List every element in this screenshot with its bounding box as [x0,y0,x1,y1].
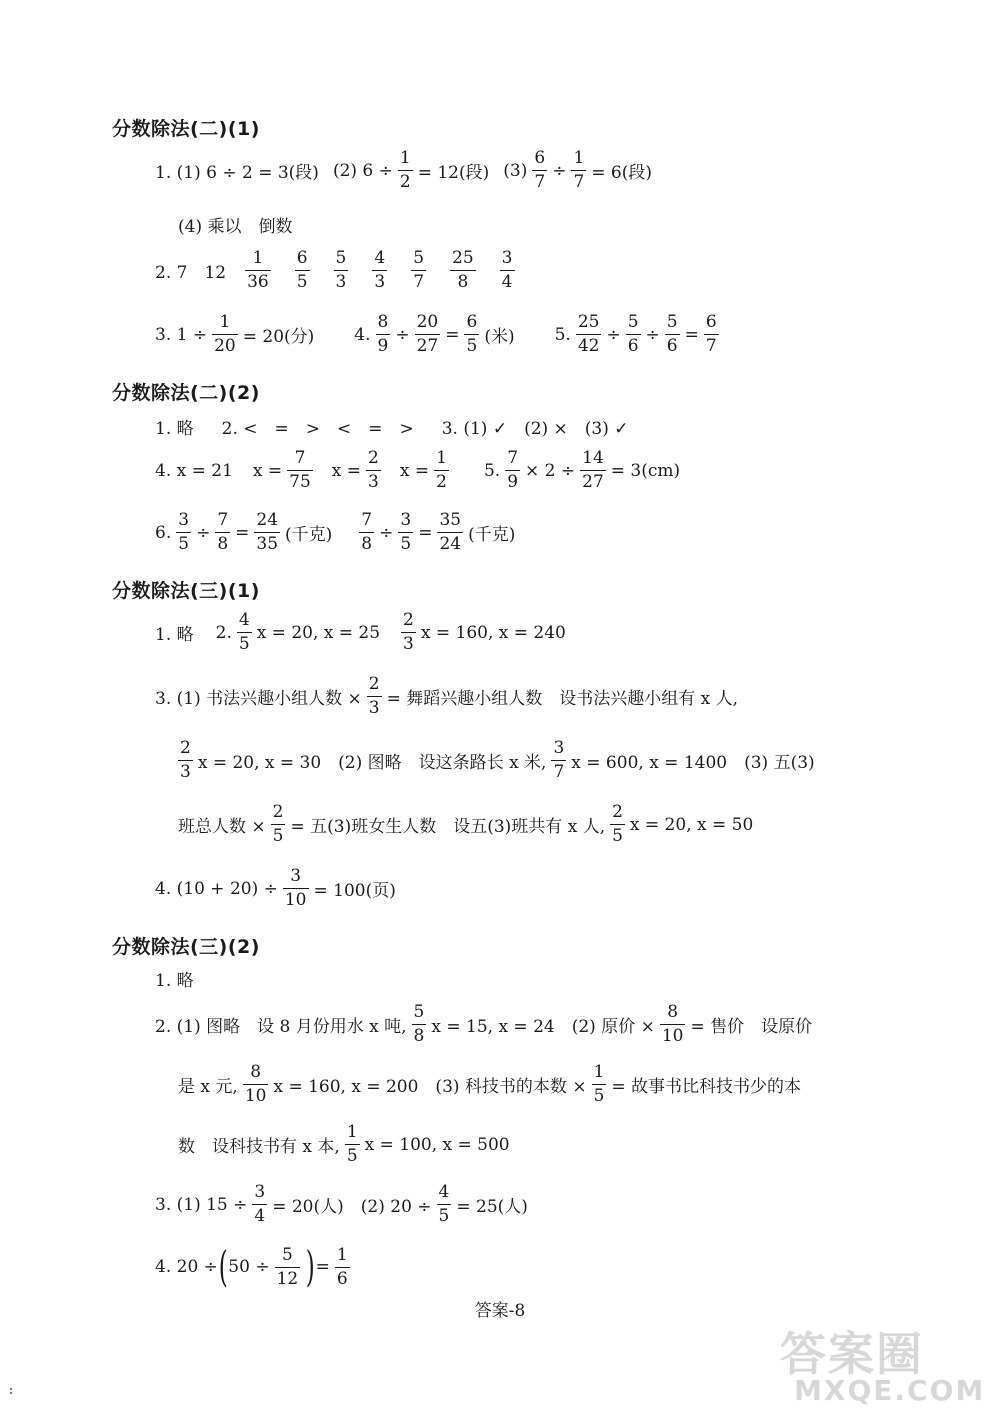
text: 4. 20 ÷ [155,1257,218,1277]
text: 1. 略 [155,971,194,991]
text: = 故事书比科技书少的本 [611,1077,802,1097]
answer-line [155,1242,355,1291]
fraction: $\frac{6}{5}$ [296,248,308,292]
fraction: $\frac{7}{75}$ [289,448,311,492]
text: x = 160, x = 200 (3) 科技书的本数 × [273,1077,587,1097]
right-paren: ) [305,1242,315,1291]
fraction: $\frac{2}{3}$ [403,610,414,654]
fraction: $\frac{8}{10}$ [661,1002,684,1046]
page-number: 答案-8 [474,1301,526,1321]
answer-line [155,676,738,717]
text: x = 20, x = 30 (2) 图略 设这条路长 x 米, [197,753,547,773]
fraction: $\frac{1}{2}$ [436,448,447,492]
text: = 12(段) [417,163,490,183]
fraction: $\frac{6}{7}$ [534,148,546,192]
section-title: 分数除法(二)(1) [112,118,260,140]
fraction: $\frac{1}{7}$ [573,148,585,192]
text: 6. [155,522,172,543]
text: (米) [484,327,515,347]
text: ÷ [606,324,621,345]
section-title: 分数除法(三)(2) [112,936,260,958]
answer-line [178,212,292,237]
answer-line [155,250,520,291]
watermark-text: 答案圈 [780,1327,924,1381]
text: = 售价 设原价 [690,1017,813,1037]
text: (2) 6 ÷ [332,160,393,181]
fraction: $\frac{5}{7}$ [413,248,425,292]
text: x = [252,460,283,481]
fraction: $\frac{3}{4}$ [501,248,513,292]
text: = [315,1257,330,1277]
answer-line [155,966,194,991]
text: 数 设科技书有 x 本, [178,1137,340,1157]
fraction: $\frac{5}{12}$ [276,1244,299,1289]
watermark-url: MXQE.COM [794,1374,986,1407]
fraction: $\frac{25}{8}$ [452,248,474,292]
answer-line [178,1064,801,1105]
fraction: $\frac{7}{9}$ [507,448,519,492]
text: x = [399,460,430,481]
fraction: $\frac{6}{5}$ [466,312,478,356]
text: x = 15, x = 24 (2) 原价 × [431,1017,655,1037]
text: 4. x = 21 [155,460,233,481]
answer-line [155,414,629,439]
text: = [235,522,250,543]
text: 2. (1) 图略 设 8 月份用水 x 吨, [155,1017,407,1037]
text: 3. (1) ✓ (2) × (3) ✓ [441,419,629,439]
scan-mark [10,1388,12,1398]
text: x = 20, x = 25 [256,622,381,643]
fraction: $\frac{8}{10}$ [244,1062,267,1106]
fraction: $\frac{4}{3}$ [374,248,386,292]
text: = 20(分) [242,327,315,347]
fraction: $\frac{3}{5}$ [400,510,412,554]
text: 3. (1) 书法兴趣小组人数 × [155,689,362,709]
text: = 3(cm) [610,460,681,481]
text: 是 x 元, [178,1077,238,1097]
text: 3. 1 ÷ [155,324,208,345]
fraction: $\frac{5}{6}$ [627,312,639,356]
section-title: 分数除法(三)(1) [112,580,260,602]
text: 4. (10 + 20) ÷ [155,878,278,899]
text: = 20(人) (2) 20 ÷ [272,1197,432,1217]
fraction: $\frac{20}{27}$ [416,312,439,356]
text: = 舞蹈兴趣小组人数 设书法兴趣小组有 x 人, [386,689,739,709]
text: x = [331,460,362,481]
watermark-logo [780,1318,986,1408]
text: ÷ [379,522,394,543]
fraction: $\frac{2}{3}$ [180,738,191,782]
text: 4. [354,324,371,345]
answer-line [155,612,566,653]
fraction: $\frac{4}{5}$ [238,610,250,654]
fraction: $\frac{3}{4}$ [254,1182,266,1226]
text: (4) 乘以 倒数 [178,217,293,237]
fraction: $\frac{4}{5}$ [438,1182,450,1226]
fraction: $\frac{6}{7}$ [705,312,717,356]
text: = 6(段) [591,163,652,183]
fraction: $\frac{5}{6}$ [666,312,678,356]
text: 1. 略 [155,625,194,645]
fraction: $\frac{2}{3}$ [368,448,379,492]
text: ÷ [395,324,410,345]
text: 2. 7 12 [155,263,227,283]
text: (千克) [285,525,333,545]
fraction: $\frac{5}{3}$ [335,248,347,292]
fraction: $\frac{1}{2}$ [399,148,411,192]
text: 1. (1) 6 ÷ 2 = 3(段) [155,163,319,183]
text: 50 ÷ [228,1257,270,1277]
text: x = 20, x = 50 [629,814,754,835]
text: × 2 ÷ [525,460,576,481]
text: 2. [215,622,232,643]
text: = 五(3)班女生人数 设五(3)班共有 x 人, [290,817,606,837]
fraction: $\frac{3}{7}$ [553,738,565,782]
answer-line [178,740,815,781]
left-paren: ( [218,1242,228,1291]
fraction: $\frac{5}{8}$ [413,1002,425,1046]
text: ÷ [196,522,211,543]
answer-line [155,314,724,355]
fraction: $\frac{14}{27}$ [582,448,604,492]
text: = [418,522,433,543]
fraction: $\frac{1}{36}$ [247,248,269,292]
fraction: $\frac{7}{8}$ [361,510,373,554]
text: ÷ [552,160,567,181]
fraction: $\frac{7}{8}$ [217,510,229,554]
answer-line [155,1004,812,1045]
answer-line [155,450,680,491]
text: = [445,324,460,345]
text: 1. 略 [155,419,194,439]
text: ÷ [645,324,660,345]
text: 5. [554,324,571,345]
fraction: $\frac{2}{3}$ [368,674,380,718]
answer-line [155,1184,528,1225]
fraction: $\frac{24}{35}$ [256,510,279,554]
fraction: $\frac{2}{5}$ [272,802,284,846]
text: (千克) [468,525,516,545]
text: x = 100, x = 500 [364,1134,510,1155]
answer-line [178,1124,510,1165]
fraction: $\frac{3}{5}$ [178,510,190,554]
fraction: $\frac{25}{42}$ [577,312,600,356]
fraction: $\frac{3}{10}$ [284,866,307,910]
text: = 100(页) [313,881,396,901]
fraction: $\frac{35}{24}$ [439,510,462,554]
text: 班总人数 × [178,817,266,837]
text: 3. (1) 15 ÷ [155,1194,248,1215]
text: = [684,324,699,345]
answer-line [155,150,652,191]
answer-line [155,512,515,553]
fraction: $\frac{1}{5}$ [593,1062,605,1106]
text: = 25(人) [456,1197,528,1217]
text: (3) [503,160,528,181]
fraction: $\frac{1}{5}$ [346,1122,358,1166]
text: 5. [483,460,501,481]
fraction: $\frac{1}{6}$ [336,1244,348,1289]
answer-line [155,868,396,909]
fraction: $\frac{8}{9}$ [377,312,389,356]
section-title: 分数除法(二)(2) [112,382,260,404]
text: 2. < = > < = > [221,419,414,439]
answer-line [178,804,753,845]
text: x = 160, x = 240 [420,622,566,643]
fraction: $\frac{1}{20}$ [214,312,236,356]
fraction: $\frac{2}{5}$ [612,802,623,846]
text: x = 600, x = 1400 (3) 五(3) [571,753,815,773]
